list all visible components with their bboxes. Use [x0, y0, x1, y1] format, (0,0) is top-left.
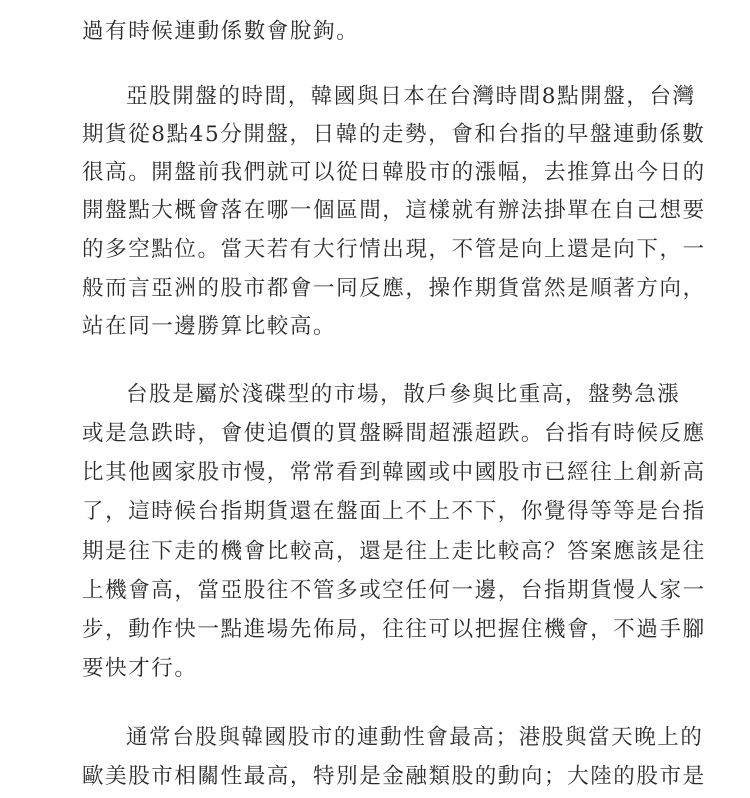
text-line: 過有時候連動係數會脫鉤。 [82, 19, 360, 44]
text-line: 比其他國家股市慢，常常看到韓國或中國股市已經往上創新高 [82, 460, 706, 485]
text-line: 站在同一邊勝算比較高。 [82, 314, 337, 339]
text-line: 歐美股市相關性最高，特別是金融類股的動向；大陸的股市是 [82, 764, 706, 789]
text-line: 開盤點大概會落在哪一個區間，這樣就有辦法掛單在自己想要 [82, 198, 706, 223]
text-line: 的多空點位。當天若有大行情出現，不管是向上還是向下，一 [82, 237, 706, 262]
text-line: 亞股開盤的時間，韓國與日本在台灣時間8點開盤，台灣 [126, 84, 696, 109]
text-line: 台股是屬於淺碟型的市場，散戶參與比重高，盤勢急漲 [126, 382, 681, 407]
text-line: 或是急跌時，會使追價的買盤瞬間超漲超跌。台指有時候反應 [82, 421, 706, 446]
text-line: 期貨從8點45分開盤，日韓的走勢，會和台指的早盤連動係數 [82, 122, 706, 147]
text-line: 步，動作快一點進場先佈局，往往可以把握住機會，不過手腳 [82, 617, 706, 642]
text-line: 上機會高，當亞股往不管多或空任何一邊，台指期貨慢人家一 [82, 578, 706, 603]
text-line: 期是往下走的機會比較高，還是往上走比較高？答案應該是往 [82, 539, 706, 564]
text-line: 很高。開盤前我們就可以從日韓股市的漲幅，去推算出今日的 [82, 160, 706, 185]
text-line: 通常台股與韓國股市的連動性會最高；港股與當天晚上的 [126, 725, 704, 750]
text-line: 要快才行。 [82, 656, 198, 681]
text-line: 般而言亞洲的股市都會一同反應，操作期貨當然是順著方向， [82, 276, 706, 301]
text-line: 了，這時候台指期貨還在盤面上不上不下，你覺得等等是台指 [82, 499, 706, 524]
